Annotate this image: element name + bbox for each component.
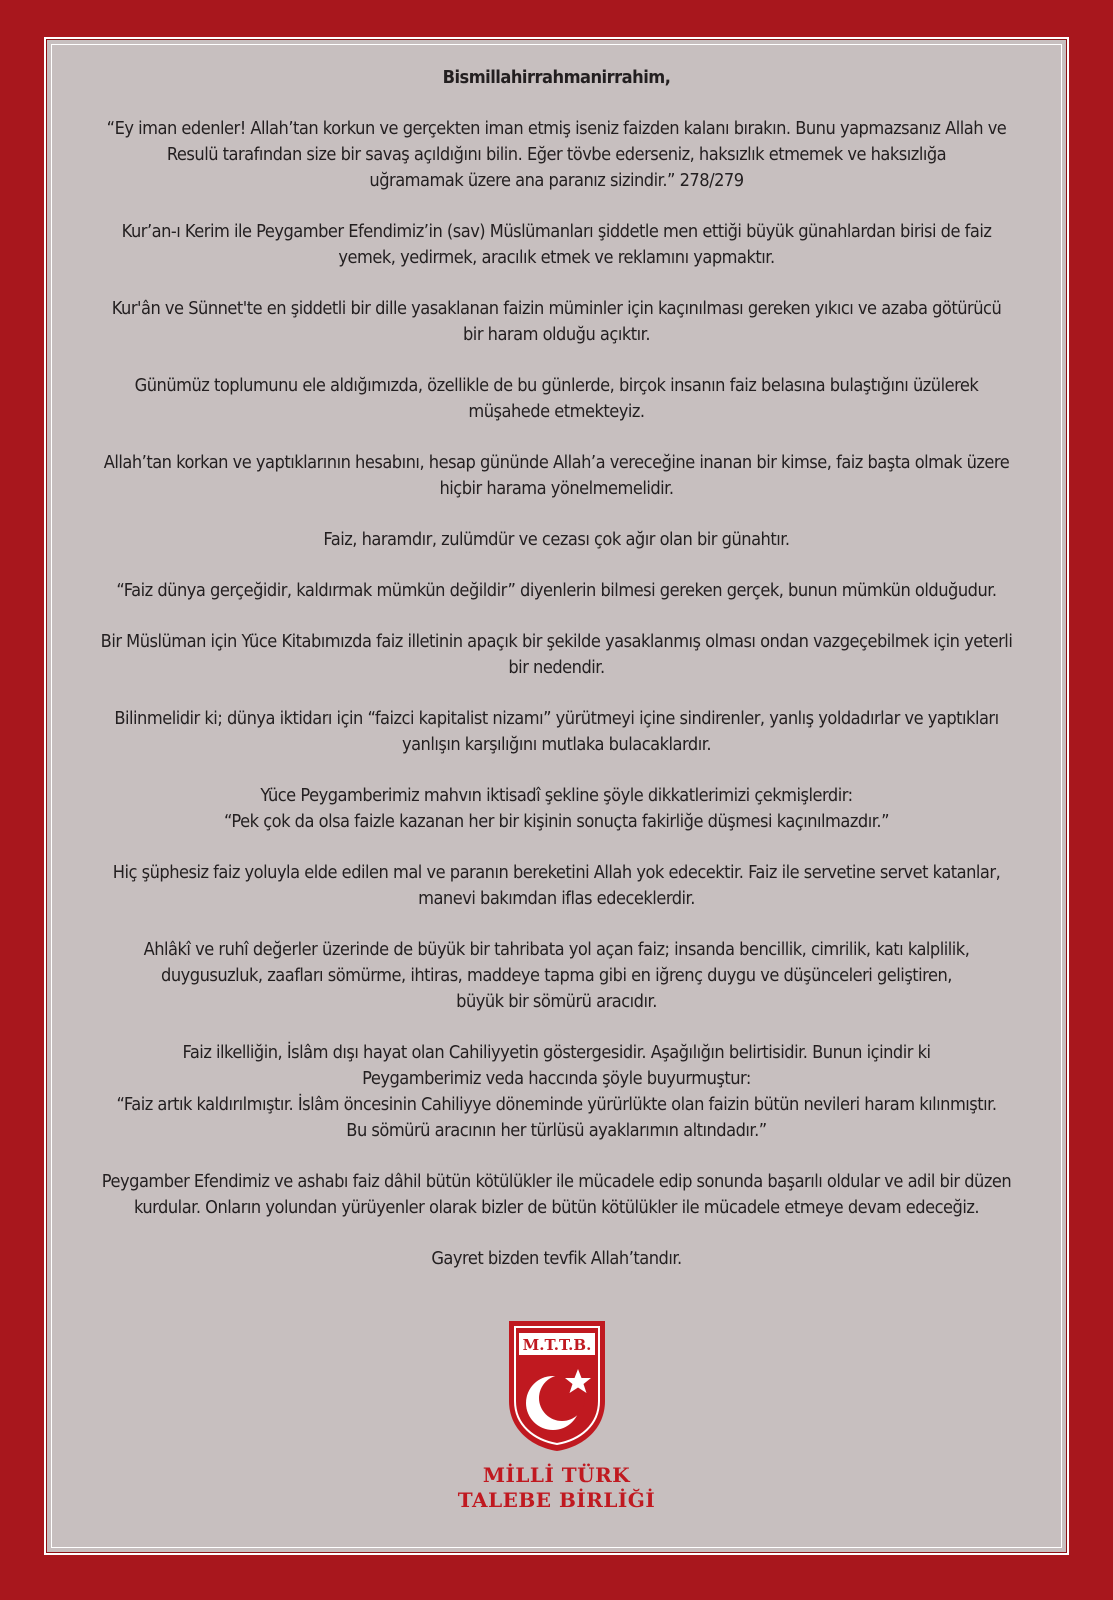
paragraph-line: Faiz ilkelliğin, İslâm dışı hayat olan Cahiliyyetin göstergesidir. Aşağılığın belirtisidir. Bunun içindir ki <box>182 1043 931 1063</box>
paragraph-line: Peygamberimiz veda haccında şöyle buyurmuştur: <box>362 1069 751 1089</box>
org-name-line-2: TALEBE BİRLİĞİ <box>457 1488 656 1512</box>
paragraph-line: “Ey iman edenler! Allah’tan korkun ve gerçekten iman etmiş iseniz faizden kalanı bırakın. Bunu yapmazsanız Allah ve <box>106 119 1007 139</box>
paragraph-line: Allah’tan korkan ve yaptıklarının hesabını, hesap gününde Allah’a vereceğine inanan bir kimse, faiz başta olmak üzere <box>103 453 1010 473</box>
paragraph-line: kurdular. Onların yolundan yürüyenler olarak bizler de bütün kötülükler ile mücadele etmeye devam edeceğiz. <box>133 1198 980 1218</box>
paragraph <box>93 450 1020 502</box>
paragraph <box>93 783 1020 835</box>
paragraph-line: duygusuzluk, zaafları sömürme, ihtiras, maddeye tapma gibi en iğrenç duygu ve düşünceleri geliştiren, <box>161 966 952 986</box>
paragraph-line: “Pek çok da olsa faizle kazanan her bir kişinin sonuçta fakirliğe düşmesi kaçınılmazdır.” <box>224 812 889 832</box>
paragraph-line: Faiz, haramdır, zulümdür ve cezası çok ağır olan bir günahtır. <box>323 530 790 550</box>
paragraph <box>93 578 1020 604</box>
greeting-heading: Bismillahirrahmanirrahim, <box>442 68 671 88</box>
paragraph-line: yemek, yedirmek, aracılık etmek ve reklamını yapmaktır. <box>338 248 775 268</box>
paragraph-line: Kur’an-ı Kerim ile Peygamber Efendimiz’in (sav) Müslümanları şiddetle men ettiği büyük günahlardan birisi de faiz <box>121 222 992 242</box>
paragraph-line: Ahlâkî ve ruhî değerler üzerinde de büyük bir tahribata yol açan faiz; insanda bencillik, cimrilik, katı kalplilik, <box>143 940 970 960</box>
paragraph-line: hiçbir harama yönelmemelidir. <box>439 479 674 499</box>
paragraph-line: bir haram olduğu açıktır. <box>462 325 650 345</box>
paragraph <box>93 373 1020 425</box>
paragraph <box>93 527 1020 553</box>
paragraph-line: Resulü tarafından size bir savaş açıldığını bilin. Eğer tövbe ederseniz, haksızlık etmemek ve haksızlığa <box>166 145 947 165</box>
paragraph <box>93 860 1020 912</box>
org-name <box>46 1463 1067 1513</box>
paragraph <box>93 219 1020 271</box>
paragraph <box>93 116 1020 194</box>
paragraph-line: Kur'ân ve Sünnet'te en şiddetli bir dille yasaklanan faizin müminler için kaçınılması gereken yıkıcı ve azaba götürücü <box>111 299 1002 319</box>
statement-text <box>93 65 1020 1297</box>
paragraph-line: Bu sömürü aracının her türlüsü ayaklarımın altındadır.” <box>346 1121 767 1141</box>
paragraph-line: “Faiz artık kaldırılmıştır. İslâm öncesinin Cahiliyye döneminde yürürlükte olan faizin bütün nevileri haram kılınmıştır. <box>116 1095 997 1115</box>
paragraph-line: Gayret bizden tevfik Allah’tandır. <box>431 1249 682 1269</box>
paragraph-line: Bilinmelidir ki; dünya iktidarı için “faizci kapitalist nizamı” yürütmeyi içine sindirenler, yanlış yoldadırlar ve yaptıkları <box>114 709 999 729</box>
paragraph-line: büyük bir sömürü aracıdır. <box>456 992 657 1012</box>
paragraph-line: bir nedendir. <box>508 658 605 678</box>
mttb-shield-crescent-star-icon <box>505 1317 609 1453</box>
paragraph <box>93 1246 1020 1272</box>
paragraph <box>93 296 1020 348</box>
paragraph-line: yanlışın karşılığını mutlaka bulacaklardır. <box>401 735 712 755</box>
paragraph-line: müşahede etmekteyiz. <box>468 402 645 422</box>
paragraph-line: Günümüz toplumunu ele aldığımızda, özellikle de bu günlerde, birçok insanın faiz belasına bulaştığını üzülerek <box>134 376 979 396</box>
paragraph-line: Yüce Peygamberimiz mahvın iktisadî şekline şöyle dikkatlerimizi çekmişlerdir: <box>260 786 853 806</box>
paragraph-list <box>93 116 1020 1272</box>
paragraph <box>93 1040 1020 1144</box>
org-name-line-1: MİLLİ TÜRK <box>482 1463 631 1487</box>
document-panel <box>44 37 1069 1555</box>
paragraph-line: Hiç şüphesiz faiz yoluyla elde edilen mal ve paranın bereketini Allah yok edecektir. Faiz ile servetine servet katanlar, <box>112 863 1001 883</box>
paragraph-line: uğramamak üzere ana paranız sizindir.” 278/279 <box>369 171 744 191</box>
paragraph-line: Peygamber Efendimiz ve ashabı faiz dâhil bütün kötülükler ile mücadele edip sonunda başarılı oldular ve adil bir düzen <box>101 1172 1012 1192</box>
paragraph <box>93 937 1020 1015</box>
paragraph-line: Bir Müslüman için Yüce Kitabımızda faiz illetinin apaçık bir şekilde yasaklanmış olması ondan vazgeçebilmek için yeterli <box>100 632 1013 652</box>
paragraph <box>93 629 1020 681</box>
emblem-text: M.T.T.B. <box>522 1336 591 1354</box>
paragraph-line: manevi bakımdan iflas edeceklerdir. <box>418 889 695 909</box>
paragraph <box>93 1169 1020 1221</box>
paragraph-line: “Faiz dünya gerçeğidir, kaldırmak mümkün değildir” diyenlerin bilmesi gereken gerçek, bunun mümkün olduğudur. <box>116 581 997 601</box>
paragraph <box>93 706 1020 758</box>
mttb-logo <box>46 1317 1067 1513</box>
